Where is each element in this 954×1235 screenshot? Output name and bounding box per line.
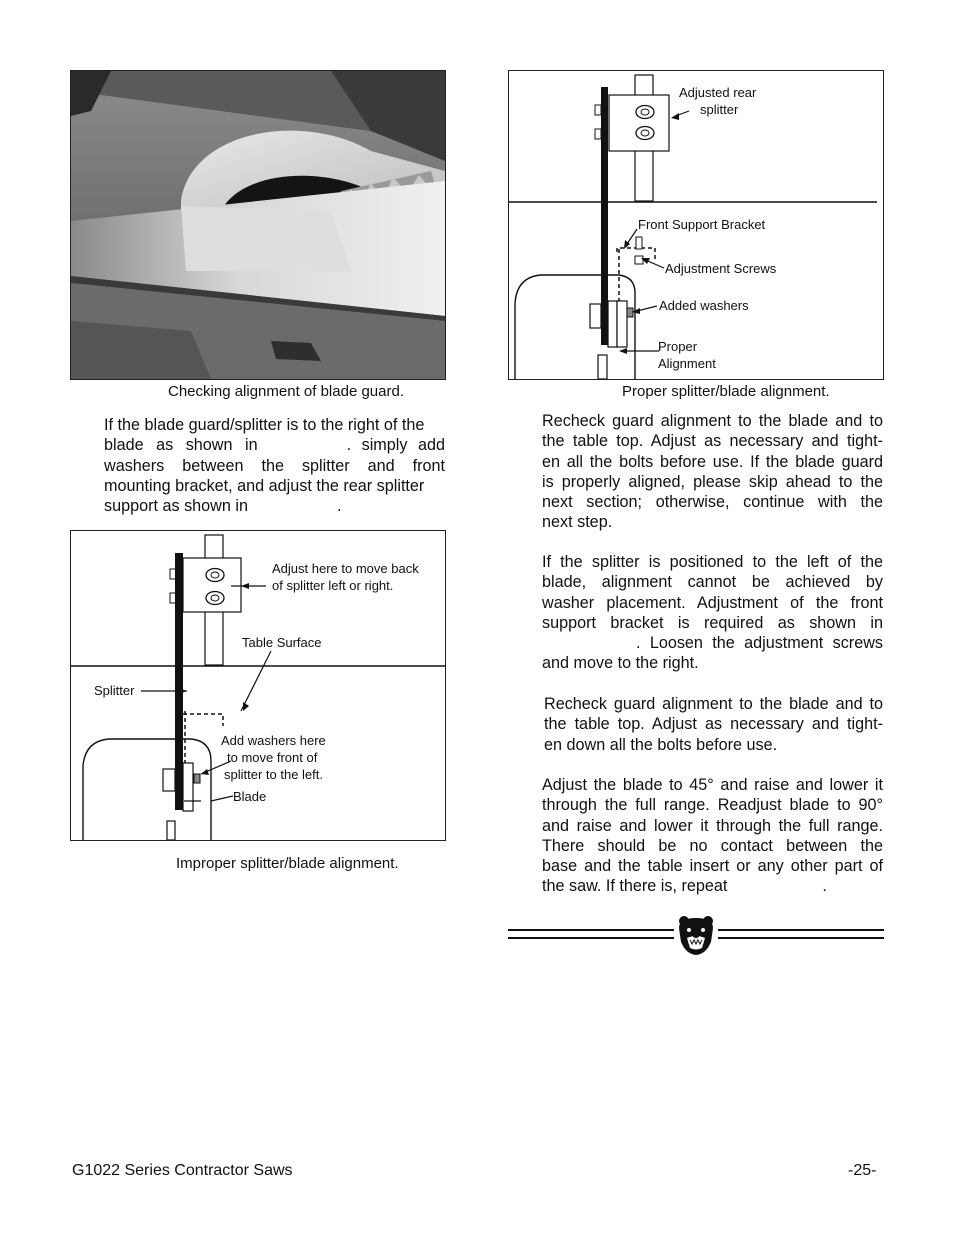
label-adjust-back-2: of splitter left or right. [272,578,394,593]
section-end-divider [508,914,884,956]
paragraph-line: mounting bracket, and adjust the rear splitter [104,476,425,495]
paragraph-line [542,633,883,653]
proper-alignment-caption: Proper splitter/blade alignment. [622,383,830,400]
paragraph-line: and move to the right. [542,654,699,673]
paragraph-line [104,435,445,455]
label-proper-1: Proper [658,339,698,354]
label-adjust-back-1: Adjust here to move back [272,561,419,576]
label-blade: Blade [233,789,267,804]
paragraph-line: Adjust the blade to 45° and raise and lower it [542,776,883,794]
paragraph-line: base and the table insert or any other part of [542,857,883,876]
paragraph-text: blade as shown in [104,436,258,455]
paragraph-line: is properly aligned, please skip ahead to the [542,472,883,491]
paragraph-right-1 [542,411,883,533]
paragraph-line: the table top. Adjust as necessary and tight- [544,715,883,734]
paragraph-text: the saw. If there is, repeat [542,877,728,896]
blade-guard-photo-illustration [71,71,445,379]
label-add-washers-2: to move front of [227,750,318,765]
label-add-washers-3: splitter to the left. [224,767,323,782]
paragraph-line: next section; otherwise, continue with the [542,493,883,512]
paragraph-line: next step. [542,513,613,532]
label-added-washers: Added washers [659,298,749,313]
paragraph-line: blade, alignment cannot be achieved by [542,573,883,592]
blade-guard-photo [70,70,446,380]
paragraph-line: washer placement. Adjustment of the front [542,593,883,612]
improper-alignment-diagram [70,530,446,841]
label-adjustment-screws: Adjustment Screws [665,261,777,276]
paragraph-line: and raise and lower it through the full range. [542,816,883,835]
paragraph-line [542,876,883,896]
paragraph-right-3 [544,694,883,755]
bear-logo-icon [676,914,716,956]
proper-alignment-illustration [509,71,883,379]
paragraph-right-4 [542,775,883,897]
label-proper-2: Alignment [658,356,716,371]
improper-alignment-caption: Improper splitter/blade alignment. [176,855,399,872]
paragraph-line [104,496,445,516]
paragraph-line: washers between the splitter and front [104,456,445,475]
label-splitter: Splitter [94,683,135,698]
footer-title: G1022 Series Contractor Saws [72,1162,293,1179]
paragraph-line: Recheck guard alignment to the blade and to [542,412,883,430]
paragraph-line: en down all the bolts before use. [544,735,778,754]
paragraph-line: If the blade guard/splitter is to the right of the [104,416,425,434]
paragraph-line: There should be no contact between the [542,836,883,855]
paragraph-text: support as shown in [104,497,248,516]
photo-caption: Checking alignment of blade guard. [168,383,404,400]
paragraph-line: through the full range. Readjust blade to 90° [542,796,883,815]
improper-alignment-illustration [71,531,445,840]
paragraph-text: . [822,877,827,896]
paragraph-line: en all the bolts before use. If the blade guard [542,452,883,471]
paragraph-text: . Loosen the adjustment screws [636,634,883,653]
label-add-washers-1: Add washers here [221,733,326,748]
label-adjusted-rear-2: splitter [700,102,739,117]
paragraph-line: the table top. Adjust as necessary and tight- [542,432,883,451]
paragraph-left [104,415,445,516]
page-number: -25- [848,1162,877,1179]
label-front-support-bracket: Front Support Bracket [638,217,766,232]
paragraph-text: . simply add [346,436,445,455]
proper-alignment-diagram [508,70,884,380]
label-table-surface: Table Surface [242,635,322,650]
paragraph-line: support bracket is required as shown in [542,613,883,632]
paragraph-line: If the splitter is positioned to the left of the [542,553,883,571]
paragraph-text: . [336,497,342,516]
paragraph-line: Recheck guard alignment to the blade and to [544,695,883,713]
label-adjusted-rear-1: Adjusted rear [679,85,757,100]
paragraph-right-2 [542,552,883,674]
